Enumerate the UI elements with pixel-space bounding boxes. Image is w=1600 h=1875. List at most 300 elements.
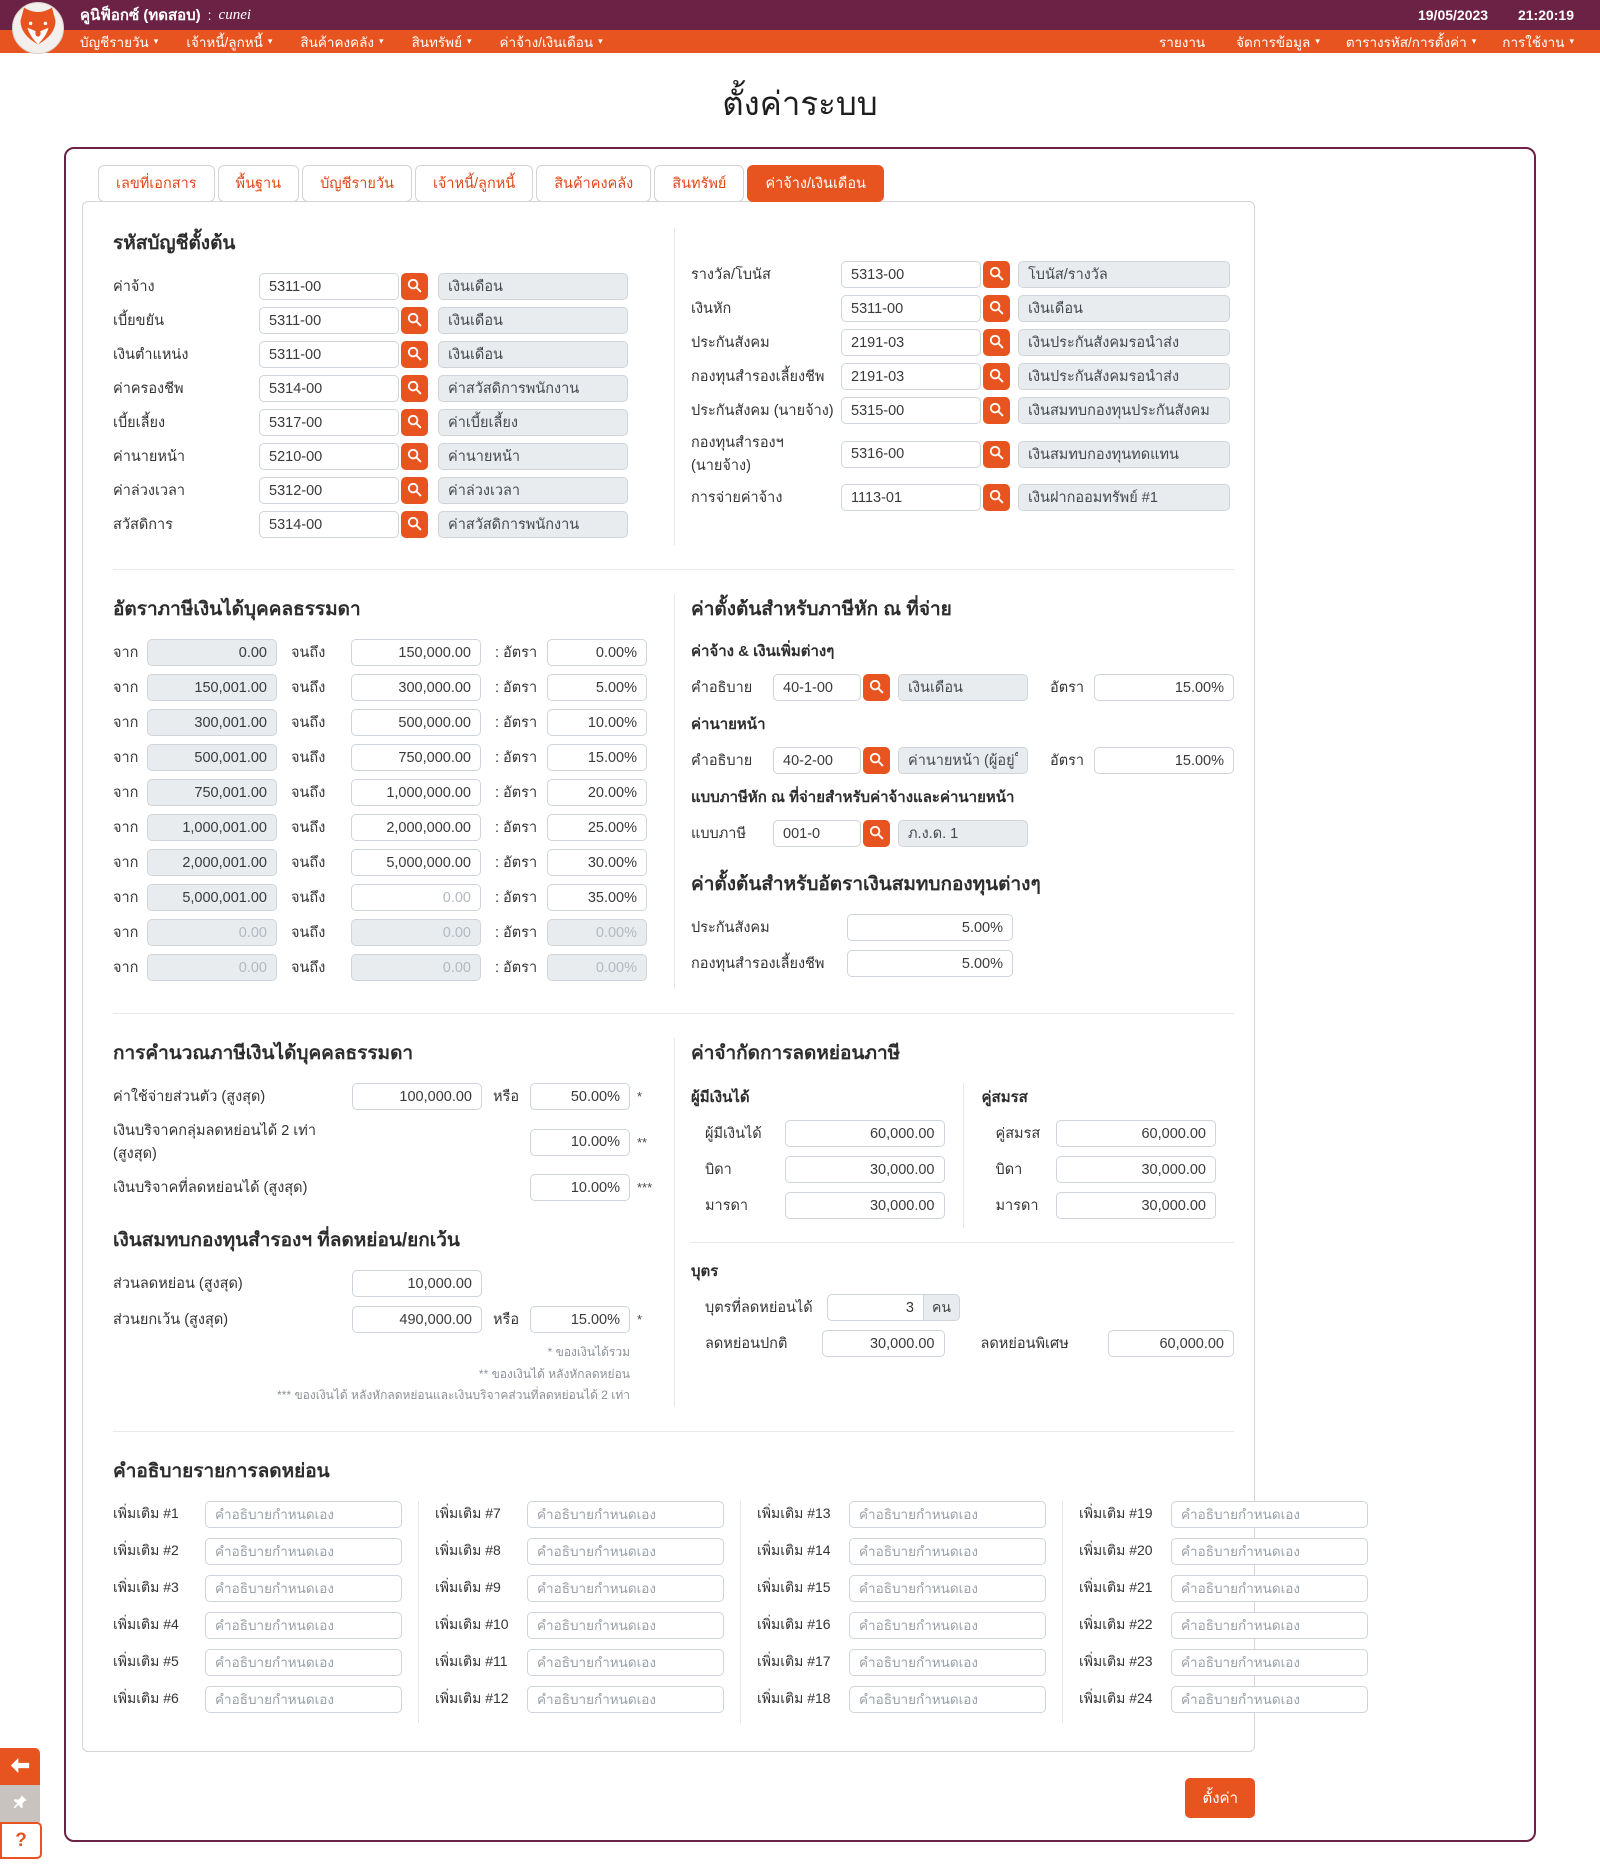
- tax-to-input[interactable]: [351, 674, 481, 701]
- extra-row: [113, 1538, 402, 1565]
- account-desc-field: [438, 341, 628, 368]
- rate-label: : อัตรา: [495, 855, 538, 871]
- field-label: บิดา: [705, 1162, 732, 1178]
- tax-bracket-row: [113, 779, 658, 806]
- field-label: สวัสดิการ: [113, 517, 173, 533]
- search-icon: [989, 489, 1004, 507]
- subsection-divider: [691, 1242, 1234, 1243]
- field-label: มารดา: [995, 1198, 1039, 1214]
- account-code-input[interactable]: [841, 397, 981, 424]
- child-unit-addon: คน: [924, 1294, 960, 1321]
- chevron-down-icon: ▾: [267, 36, 273, 46]
- account-row: [691, 431, 1234, 477]
- personal-expense-row: [113, 1083, 658, 1110]
- field-label: เพิ่มเติม #12: [435, 1690, 509, 1707]
- footer-actions: [82, 1778, 1255, 1818]
- field-label: เพิ่มเติม #10: [435, 1616, 509, 1633]
- fund-rate-rows: [691, 914, 1234, 977]
- search-button[interactable]: [401, 443, 428, 470]
- search-icon: [869, 825, 884, 843]
- search-button[interactable]: [983, 295, 1010, 322]
- search-button[interactable]: [863, 674, 890, 701]
- field-label: ผู้มีเงินได้: [705, 1126, 762, 1142]
- account-code-input[interactable]: [841, 484, 981, 511]
- to-label: จนถึง: [291, 820, 326, 836]
- section-divider: [113, 1013, 1234, 1014]
- field-label: ประกันสังคม: [691, 920, 770, 936]
- tab[interactable]: [747, 165, 884, 202]
- search-button[interactable]: [863, 820, 890, 847]
- field-label: เบี้ยเลี้ยง: [113, 415, 166, 431]
- chevron-down-icon: ▾: [467, 36, 472, 46]
- from-label: จาก: [113, 925, 139, 941]
- field-label: ส่วนลดหย่อน (สูงสุด): [113, 1276, 243, 1292]
- account-row: [113, 273, 658, 300]
- field-label: คู่สมรส: [995, 1126, 1041, 1142]
- extra-description-input[interactable]: [1171, 1612, 1368, 1639]
- extra-description-input[interactable]: [205, 1538, 402, 1565]
- account-desc-field: [438, 443, 628, 470]
- tax-bracket-row: [113, 744, 658, 771]
- section-title: การคำนวณภาษีเงินได้บุคคลธรรมดา: [113, 1043, 414, 1064]
- search-icon: [989, 334, 1004, 352]
- account-row: [113, 477, 658, 504]
- wht-commission-rate-input[interactable]: [1094, 747, 1234, 774]
- menu-item[interactable]: [300, 31, 383, 53]
- account-desc-field: [438, 273, 628, 300]
- search-button[interactable]: [863, 747, 890, 774]
- account-row: [113, 375, 658, 402]
- account-row: [113, 307, 658, 334]
- section-title: เงินสมทบกองทุนสำรองฯ ที่ลดหย่อน/ยกเว้น: [113, 1230, 460, 1251]
- field-label: ประกันสังคม (นายจ้าง): [691, 403, 834, 419]
- child-special-input[interactable]: [1108, 1330, 1234, 1357]
- from-label: จาก: [113, 785, 139, 801]
- field-label: ลดหย่อนพิเศษ: [980, 1336, 1069, 1352]
- tax-bracket-row: [113, 709, 658, 736]
- field-label: ค่านายหน้า: [113, 449, 186, 465]
- menu-item-label: เจ้าหนี้/ลูกหนี้: [186, 34, 263, 50]
- tax-from-input: [147, 884, 277, 911]
- tax-bracket-column: [113, 594, 658, 989]
- extra-row: [1079, 1538, 1368, 1565]
- search-button[interactable]: [983, 261, 1010, 288]
- section-calc-limits: [113, 1038, 1234, 1407]
- extra-row: [757, 1538, 1046, 1565]
- wht-commission-desc-field: [898, 747, 1028, 774]
- search-button[interactable]: [401, 511, 428, 538]
- tab-label: บัญชีรายวัน: [320, 176, 394, 192]
- pvd-deduct-amount-input[interactable]: [352, 1270, 482, 1297]
- extra-description-input[interactable]: [527, 1538, 724, 1565]
- rate-label: : อัตรา: [495, 680, 538, 696]
- field-label: เพิ่มเติม #21: [1079, 1579, 1153, 1596]
- account-code-input[interactable]: [259, 443, 399, 470]
- tax-from-input: [147, 954, 277, 981]
- field-label: เพิ่มเติม #17: [757, 1653, 831, 1670]
- menu-item[interactable]: [412, 31, 472, 53]
- pvd-exempt-amount-input[interactable]: [352, 1306, 482, 1333]
- search-button[interactable]: [983, 363, 1010, 390]
- field-label: เพิ่มเติม #2: [113, 1542, 179, 1559]
- extra-column: [740, 1501, 1062, 1723]
- limit-amount-input[interactable]: [785, 1120, 945, 1147]
- menu-item-label: ค่าจ้าง/เงินเดือน: [499, 34, 594, 50]
- field-label: เพิ่มเติม #1: [113, 1505, 179, 1522]
- to-label: จนถึง: [291, 715, 326, 731]
- double-donation-percent-input[interactable]: [530, 1129, 630, 1156]
- menu-item[interactable]: [80, 31, 158, 53]
- tax-rate-input[interactable]: [547, 674, 647, 701]
- extra-description-input[interactable]: [205, 1649, 402, 1676]
- extra-description-input[interactable]: [205, 1612, 402, 1639]
- account-row: [113, 443, 658, 470]
- limit-row: [691, 1156, 963, 1183]
- tax-rate-input[interactable]: [547, 814, 647, 841]
- tab-label: พื้นฐาน: [235, 176, 282, 192]
- wht-commission-code-input[interactable]: [773, 747, 861, 774]
- tax-rate-input[interactable]: [547, 884, 647, 911]
- tax-rate-input[interactable]: [547, 779, 647, 806]
- company-code: cunei: [218, 6, 252, 23]
- tax-rate-input: [547, 954, 647, 981]
- account-code-input[interactable]: [259, 307, 399, 334]
- extra-description-input[interactable]: [1171, 1575, 1368, 1602]
- section-title: รหัสบัญชีตั้งต้น: [113, 233, 236, 254]
- account-code-input[interactable]: [259, 273, 399, 300]
- tab[interactable]: [536, 165, 651, 202]
- page-title: ตั้งค่าระบบ: [722, 85, 878, 122]
- footnote-mark: *: [637, 1312, 643, 1327]
- extra-description-input[interactable]: [849, 1538, 1046, 1565]
- donation-percent-input[interactable]: [530, 1174, 630, 1201]
- extra-description-input[interactable]: [849, 1612, 1046, 1639]
- account-desc-field: [1018, 441, 1230, 468]
- field-label: เงินบริจาคกลุ่มลดหย่อนได้ 2 เท่า (สูงสุด): [113, 1123, 316, 1162]
- account-row: [113, 341, 658, 368]
- tax-from-input: [147, 674, 277, 701]
- search-button[interactable]: [401, 477, 428, 504]
- menu-bar: [0, 30, 1600, 53]
- search-button[interactable]: [983, 441, 1010, 468]
- search-icon: [989, 300, 1004, 318]
- wht-wage-desc-field: [898, 674, 1028, 701]
- chevron-down-icon: ▾: [598, 36, 603, 46]
- subsection-title: ค่าจ้าง & เงินเพิ่มต่างๆ: [691, 643, 835, 660]
- field-label: เพิ่มเติม #23: [1079, 1653, 1153, 1670]
- extra-description-input[interactable]: [205, 1686, 402, 1713]
- account-row: [691, 484, 1234, 511]
- rate-label: อัตรา: [1050, 680, 1085, 696]
- menu-item[interactable]: [500, 31, 603, 53]
- extra-row: [757, 1575, 1046, 1602]
- footnotes: [113, 1342, 658, 1407]
- account-row: [691, 295, 1234, 322]
- account-desc-field: [438, 511, 628, 538]
- section-title: ค่าตั้งต้นสำหรับภาษีหัก ณ ที่จ่าย: [691, 599, 952, 620]
- to-label: จนถึง: [291, 645, 326, 661]
- extra-description-input[interactable]: [1171, 1686, 1368, 1713]
- account-row: [691, 261, 1234, 288]
- search-button[interactable]: [401, 375, 428, 402]
- accounts-left-column: [113, 228, 658, 545]
- extra-description-input[interactable]: [1171, 1538, 1368, 1565]
- or-label: หรือ: [492, 1089, 520, 1105]
- arrow-left-icon: [10, 1757, 30, 1777]
- limits-subcolumns: [691, 1083, 1234, 1228]
- extra-row: [435, 1686, 724, 1713]
- field-label: เพิ่มเติม #11: [435, 1653, 508, 1670]
- section-title: คำอธิบายรายการลดหย่อน: [113, 1460, 330, 1482]
- field-label: เพิ่มเติม #14: [757, 1542, 831, 1559]
- search-button[interactable]: [401, 409, 428, 436]
- help-button[interactable]: ?: [0, 1822, 42, 1859]
- search-icon: [407, 312, 422, 330]
- limit-row: [982, 1120, 1235, 1147]
- tab-label: สินค้าคงคลัง: [554, 176, 634, 192]
- account-code-input[interactable]: [841, 363, 981, 390]
- extra-column: [418, 1501, 740, 1723]
- personal-expense-percent-input[interactable]: [530, 1083, 630, 1110]
- account-desc-field: [1018, 261, 1230, 288]
- extra-description-input[interactable]: [527, 1612, 724, 1639]
- menu-item[interactable]: [1159, 31, 1210, 53]
- chevron-down-icon: ▾: [153, 36, 159, 46]
- tab[interactable]: [415, 165, 533, 202]
- chevron-down-icon: ▾: [1315, 36, 1320, 46]
- limit-amount-input[interactable]: [1056, 1192, 1216, 1219]
- datetime: [1418, 7, 1574, 23]
- limit-row: [691, 1192, 963, 1219]
- tab-label: เลขที่เอกสาร: [116, 176, 197, 192]
- search-button[interactable]: [983, 397, 1010, 424]
- tab[interactable]: [218, 165, 300, 202]
- pin-button[interactable]: [0, 1785, 40, 1822]
- tab[interactable]: [654, 165, 744, 202]
- extra-description-input[interactable]: [1171, 1501, 1368, 1528]
- account-desc-field: [438, 477, 628, 504]
- to-label: จนถึง: [291, 785, 326, 801]
- rate-label: : อัตรา: [495, 960, 538, 976]
- calc-column: [113, 1038, 658, 1407]
- save-settings-button[interactable]: ตั้งค่า: [1185, 1778, 1255, 1818]
- extra-description-input[interactable]: [205, 1575, 402, 1602]
- field-label: เพิ่มเติม #8: [435, 1542, 501, 1559]
- extra-description-input[interactable]: [527, 1575, 724, 1602]
- tab[interactable]: [302, 165, 412, 202]
- subsection-title: แบบภาษีหัก ณ ที่จ่ายสำหรับค่าจ้างและค่านายหน้า: [691, 789, 1015, 806]
- search-icon: [407, 278, 422, 296]
- limit-row: [982, 1192, 1235, 1219]
- tax-rate-input[interactable]: [547, 849, 647, 876]
- chevron-down-icon: ▾: [379, 36, 384, 46]
- field-label: ค่าล่วงเวลา: [113, 483, 186, 499]
- tax-from-input: [147, 639, 277, 666]
- pushpin-icon: [12, 1794, 28, 1813]
- field-label: เพิ่มเติม #24: [1079, 1690, 1153, 1707]
- account-desc-field: [1018, 397, 1230, 424]
- field-label: ลดหย่อนปกติ: [705, 1336, 788, 1352]
- fox-icon: [17, 5, 59, 52]
- extra-description-input[interactable]: [849, 1686, 1046, 1713]
- extra-description-input[interactable]: [527, 1501, 724, 1528]
- account-desc-field: [1018, 363, 1230, 390]
- wht-wage-rate-input[interactable]: [1094, 674, 1234, 701]
- account-code-input[interactable]: [259, 409, 399, 436]
- field-label: เงินบริจาคที่ลดหย่อนได้ (สูงสุด): [113, 1180, 308, 1196]
- account-row: [113, 511, 658, 538]
- menu-item[interactable]: [186, 31, 272, 53]
- tab-label: ค่าจ้าง/เงินเดือน: [765, 176, 866, 192]
- subsection-title: ค่านายหน้า: [691, 716, 766, 733]
- account-row: [691, 363, 1234, 390]
- tax-to-input[interactable]: [351, 814, 481, 841]
- field-label: เพิ่มเติม #20: [1079, 1542, 1153, 1559]
- chevron-down-icon: ▾: [1569, 36, 1574, 46]
- field-label: กองทุนสำรองเลี้ยงชีพ: [691, 956, 825, 972]
- field-label: การจ่ายค่าจ้าง: [691, 490, 783, 506]
- account-row: [691, 329, 1234, 356]
- from-label: จาก: [113, 820, 139, 836]
- account-desc-field: [438, 375, 628, 402]
- account-code-input[interactable]: [259, 511, 399, 538]
- back-button[interactable]: [0, 1748, 40, 1785]
- tab[interactable]: [98, 165, 215, 202]
- extra-row: [1079, 1501, 1368, 1528]
- tax-to-input[interactable]: [351, 709, 481, 736]
- settings-panel: [64, 147, 1536, 1842]
- tax-bracket-row: [113, 884, 658, 911]
- field-label: เพิ่มเติม #3: [113, 1579, 179, 1596]
- extra-row: [113, 1575, 402, 1602]
- tax-rate-input[interactable]: [547, 744, 647, 771]
- limit-amount-input[interactable]: [785, 1156, 945, 1183]
- account-code-input[interactable]: [841, 295, 981, 322]
- search-button[interactable]: [401, 307, 428, 334]
- search-button[interactable]: [401, 341, 428, 368]
- account-code-input[interactable]: [259, 341, 399, 368]
- app-logo[interactable]: [12, 2, 64, 54]
- limit-row: [691, 1120, 963, 1147]
- search-button[interactable]: [983, 484, 1010, 511]
- search-button[interactable]: [983, 329, 1010, 356]
- tax-from-input: [147, 779, 277, 806]
- pvd-exempt-percent-input[interactable]: [530, 1306, 630, 1333]
- wht-wage-code-input[interactable]: [773, 674, 861, 701]
- tax-to-input: [351, 954, 481, 981]
- wht-form-code-input[interactable]: [773, 820, 861, 847]
- tax-from-input: [147, 849, 277, 876]
- tax-to-input[interactable]: [351, 779, 481, 806]
- tax-bracket-row: [113, 639, 658, 666]
- extra-row: [113, 1649, 402, 1676]
- spouse-rows: [982, 1120, 1235, 1219]
- menu-item-label: สินทรัพย์: [411, 34, 462, 50]
- field-label: กองทุนสำรองเลี้ยงชีพ: [691, 369, 825, 385]
- to-label: จนถึง: [291, 925, 326, 941]
- extra-row: [435, 1538, 724, 1565]
- account-code-input[interactable]: [841, 441, 981, 468]
- limit-amount-input[interactable]: [1056, 1120, 1216, 1147]
- fund-rate-input[interactable]: [847, 950, 1013, 977]
- section-divider: [113, 1431, 1234, 1432]
- app-title: [80, 3, 251, 27]
- menu-left: [80, 31, 603, 53]
- from-label: จาก: [113, 680, 139, 696]
- extra-description-input[interactable]: [1171, 1649, 1368, 1676]
- extra-row: [1079, 1649, 1368, 1676]
- top-header-bar: [0, 0, 1600, 30]
- menu-item[interactable]: [1502, 31, 1574, 53]
- field-label: เพิ่มเติม #15: [757, 1579, 831, 1596]
- extra-row: [113, 1501, 402, 1528]
- fund-rate-row: [691, 914, 1013, 941]
- tax-to-input[interactable]: [351, 744, 481, 771]
- account-code-input[interactable]: [259, 375, 399, 402]
- extra-row: [113, 1612, 402, 1639]
- tax-from-input: [147, 744, 277, 771]
- limit-amount-input[interactable]: [1056, 1156, 1216, 1183]
- extra-columns: [113, 1501, 1234, 1723]
- tax-rate-input[interactable]: [547, 639, 647, 666]
- section-title: อัตราภาษีเงินได้บุคคลธรรมดา: [113, 599, 361, 620]
- extra-description-input[interactable]: [527, 1649, 724, 1676]
- extra-row: [1079, 1612, 1368, 1639]
- tax-to-input[interactable]: [351, 884, 481, 911]
- personal-expense-amount-input[interactable]: [352, 1083, 482, 1110]
- child-normal-input[interactable]: [822, 1330, 945, 1357]
- extra-row: [435, 1649, 724, 1676]
- field-label: ส่วนยกเว้น (สูงสุด): [113, 1312, 229, 1328]
- search-icon: [869, 679, 884, 697]
- tax-bracket-row: [113, 954, 658, 981]
- account-code-input[interactable]: [259, 477, 399, 504]
- account-code-input[interactable]: [841, 261, 981, 288]
- rate-label: : อัตรา: [495, 890, 538, 906]
- from-label: จาก: [113, 855, 139, 871]
- donation-row: [113, 1174, 658, 1201]
- menu-item-label: รายงาน: [1158, 34, 1206, 50]
- fund-rate-input[interactable]: [847, 914, 1013, 941]
- extra-row: [435, 1575, 724, 1602]
- limit-amount-input[interactable]: [785, 1192, 945, 1219]
- field-label: เพิ่มเติม #13: [757, 1505, 831, 1522]
- section-title: ค่าตั้งต้นสำหรับอัตราเงินสมทบกองทุนต่างๆ: [691, 874, 1041, 895]
- extra-description-input[interactable]: [849, 1501, 1046, 1528]
- tax-bracket-row: [113, 814, 658, 841]
- field-label: คำอธิบาย: [691, 680, 753, 696]
- child-count-input[interactable]: [827, 1294, 924, 1321]
- extra-row: [435, 1501, 724, 1528]
- account-code-input[interactable]: [841, 329, 981, 356]
- tax-rate-input[interactable]: [547, 709, 647, 736]
- account-desc-field: [438, 307, 628, 334]
- subsection-title: คู่สมรส: [981, 1089, 1028, 1106]
- tax-to-input[interactable]: [351, 849, 481, 876]
- extra-description-input[interactable]: [527, 1686, 724, 1713]
- tax-to-input[interactable]: [351, 639, 481, 666]
- menu-item[interactable]: [1346, 31, 1476, 53]
- search-icon: [989, 445, 1004, 463]
- to-label: จนถึง: [291, 855, 326, 871]
- extra-column: [1062, 1501, 1384, 1723]
- extra-description-input[interactable]: [849, 1649, 1046, 1676]
- extra-description-input[interactable]: [205, 1501, 402, 1528]
- extra-description-input[interactable]: [849, 1575, 1046, 1602]
- extra-row: [435, 1612, 724, 1639]
- search-button[interactable]: [401, 273, 428, 300]
- menu-item[interactable]: [1236, 31, 1320, 53]
